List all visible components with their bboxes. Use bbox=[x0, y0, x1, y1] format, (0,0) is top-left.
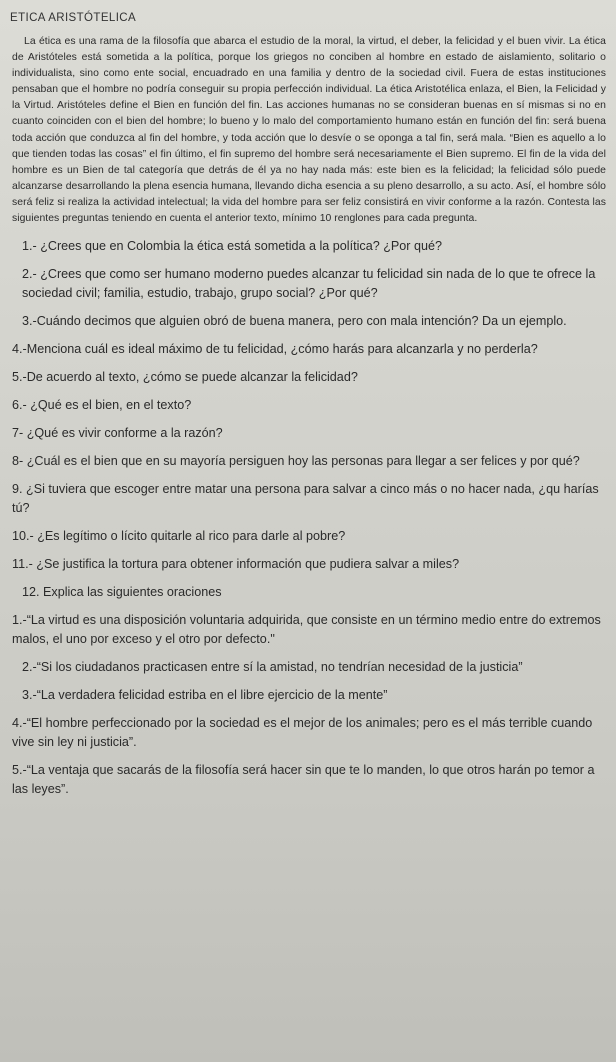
question-8: 8- ¿Cuál es el bien que en su mayoría persiguen hoy las personas para llegar a ser felices y por qué? bbox=[12, 454, 580, 469]
question-12: 12. Explica las siguientes oraciones bbox=[22, 585, 222, 600]
sentence-2: 2.-“Si los ciudadanos practicasen entre sí la amistad, no tendrían necesidad de la justicia” bbox=[22, 660, 523, 675]
question-3: 3.-Cuándo decimos que alguien obró de buena manera, pero con mala intención? Da un ejemplo. bbox=[22, 314, 567, 329]
document-title: ETICA ARISTÓTELICA bbox=[10, 12, 137, 24]
question-7: 7- ¿Qué es vivir conforme a la razón? bbox=[12, 426, 223, 441]
question-11: 11.- ¿Se justifica la tortura para obtener información que pudiera salvar a miles? bbox=[12, 557, 460, 572]
question-4: 4.-Menciona cuál es ideal máximo de tu felicidad, ¿cómo harás para alcanzarla y no perderla? bbox=[12, 342, 538, 357]
sentence-4: 4.-“El hombre perfeccionado por la sociedad es el mejor de los animales; pero es el más terrible cuando vive sin ley ni justicia”. bbox=[12, 716, 593, 750]
intro-paragraph: La ética es una rama de la filosofía que abarca el estudio de la moral, la virtud, el deber, la felicidad y el buen vivir. La ética de Aristóteles está sometida a la política, porque los griegos no conciben al hombre en estado de aislamiento, solitario o individualista, sino como ente social, encuadrado en una familia y dentro de la sociedad civil. Fuera de estas instituciones pensaban que el hombre no podría conseguir su propia perfección individual. La ética Aristotélica enlaza, el Bien, la Felicidad y la Virtud. Aristóteles define el Bien en función del fin. Las acciones humanas no se consideran buenas en sí mismas si no en cuanto coinciden con el bien del hombre; lo bueno y lo malo del comportamiento humano están en función del fin: será buena toda acción que conduzca al fin del hombre, y toda acción que lo desvíe o se oponga a tal fin, será mala. “Bien es aquello a lo que tienden todas las cosas” el fin último, el fin supremo del hombre será necesariamente el Bien supremo. El fin de la vida del hombre es un Bien de tal categoría que detrás de él ya no hay nada más: este bien es la felicidad; la felicidad sólo puede alcanzarse desarrollando la plena esencia humana, llevando dicha esencia a su pleno desarrollo, a su acto. Así, el hombre sólo será feliz si realiza la actividad intelectual; la vida del hombre para ser feliz consistirá en vivir conforme a la razón. Contesta las siguientes preguntas teniendo en cuenta el anterior texto, mínimo 10 renglones para cada pregunta. bbox=[12, 36, 606, 225]
sentence-1: 1.-“La virtud es una disposición voluntaria adquirida, que consiste en un término medio entre do extremos malos, el uno por exceso y el otro por defecto." bbox=[12, 613, 601, 647]
question-10: 10.- ¿Es legítimo o lícito quitarle al rico para darle al pobre? bbox=[12, 529, 346, 544]
question-6: 6.- ¿Qué es el bien, en el texto? bbox=[12, 398, 192, 413]
question-5: 5.-De acuerdo al texto, ¿cómo se puede alcanzar la felicidad? bbox=[12, 370, 358, 385]
questions-list bbox=[8, 237, 612, 799]
question-2: 2.- ¿Crees que como ser humano moderno puedes alcanzar tu felicidad sin nada de lo que te ofrece la sociedad civil; familia, estudio, trabajo, grupo social? ¿Por qué? bbox=[22, 267, 596, 301]
question-1: 1.- ¿Crees que en Colombia la ética está sometida a la política? ¿Por qué? bbox=[22, 239, 443, 254]
sentence-5: 5.-“La ventaja que sacarás de la filosofía será hacer sin que te lo manden, lo que otros harán po temor a las leyes”. bbox=[12, 763, 595, 797]
sentence-3: 3.-“La verdadera felicidad estriba en el libre ejercicio de la mente” bbox=[22, 688, 388, 703]
question-9: 9. ¿Si tuviera que escoger entre matar una persona para salvar a cinco más o no hacer nada, ¿qu harías tú? bbox=[12, 482, 599, 516]
